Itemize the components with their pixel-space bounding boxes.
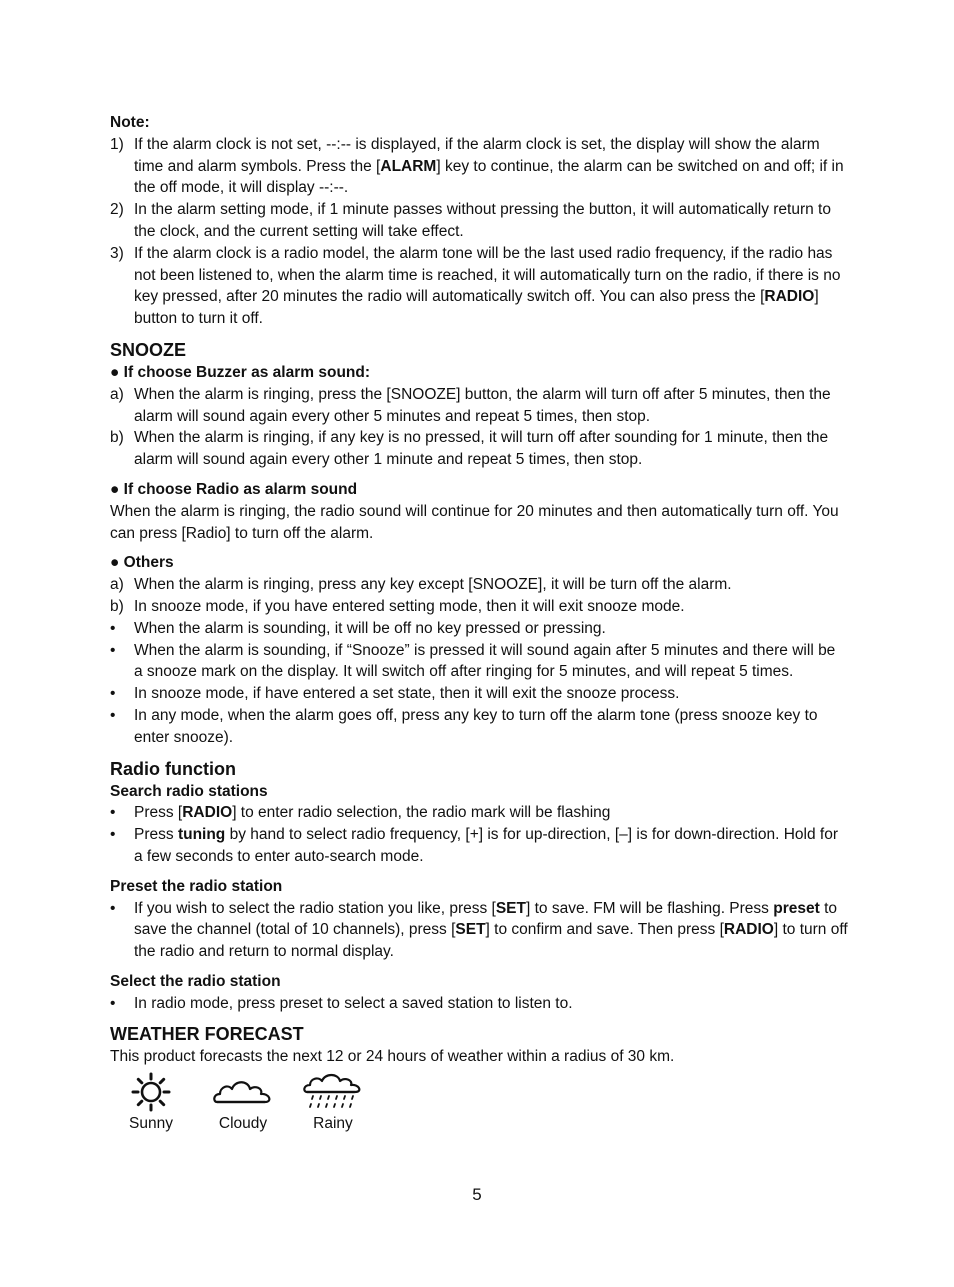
list-marker: • — [110, 804, 116, 822]
text-run: by hand to select radio frequency, [+] is for up-direction, [–] is for down-direction. Hold for a few seconds to enter auto-search mode. — [134, 826, 838, 865]
radio-function-heading: Radio function — [110, 758, 236, 779]
text-run: If the alarm clock is a radio model, the alarm tone will be the last used radio frequency, if the radio has not been listened to, when the alarm time is reached, it will automatically turn on the radio, if there is no key pressed, after 20 minutes the radio will automatically switch off. You can also press the [ — [134, 244, 841, 306]
list-item-text: When the alarm is ringing, if any key is no pressed, it will turn off after sounding for 1 minute, then the alarm will sound again every other 1 minute and repeat 5 times, then stop. — [134, 429, 829, 469]
list-item — [110, 898, 848, 963]
note-list — [110, 134, 848, 330]
list-item — [110, 199, 848, 243]
list-item-text — [134, 898, 848, 963]
list-marker: • — [110, 641, 116, 659]
text-run: Press [ — [134, 804, 183, 822]
list-marker: 1) — [110, 135, 124, 153]
list-item — [110, 427, 848, 471]
bold-term: RADIO — [182, 804, 233, 822]
list-item-text — [134, 993, 848, 1015]
weather-cloudy — [208, 1072, 278, 1134]
list-item-text: When the alarm is sounding, it will be off no key pressed or pressing. — [134, 619, 606, 637]
list-item — [110, 384, 848, 428]
list-marker: b) — [110, 597, 124, 615]
others-subheading: ● Others — [110, 554, 174, 572]
cloudy-label: Cloudy — [218, 1115, 268, 1133]
list-item-text: When the alarm is ringing, press the [SNOOZE] button, the alarm will turn off after 5 minutes, then the alarm will sound again every other 5 minutes and repeat 5 times, then stop. — [134, 385, 831, 425]
list-item — [110, 683, 848, 705]
cloud-icon — [211, 1072, 275, 1112]
note-heading: Note: — [110, 114, 150, 131]
sun-icon — [131, 1072, 171, 1112]
radio-alarm-text: When the alarm is ringing, the radio sound will continue for 20 minutes and then automatically turn off. You can press [Radio] to turn off the alarm. — [110, 502, 839, 542]
list-item-text — [134, 243, 848, 330]
text-run: In the alarm setting mode, if 1 minute passes without pressing the button, it will automatically return to the clock, and the current setting will take effect. — [134, 201, 831, 240]
select-subheading: Select the radio station — [110, 972, 281, 990]
list-marker: b) — [110, 429, 124, 447]
preset-subheading: Preset the radio station — [110, 877, 283, 895]
bold-term: preset — [773, 899, 820, 917]
list-item-text — [134, 824, 848, 868]
rain-cloud-icon — [301, 1072, 365, 1112]
text-run: ] to save. FM will be flashing. Press — [526, 899, 774, 917]
text-run: ] button to turn it off. — [134, 288, 819, 328]
bold-term: SET — [495, 899, 526, 917]
page-number: 5 — [472, 1185, 482, 1204]
list-item — [110, 802, 848, 824]
list-item-text — [134, 134, 848, 199]
text-run: If the alarm clock is not set, --:-- is displayed, if the alarm clock is set, the display will show the alarm time and alarm symbols. Press the [ — [134, 135, 820, 175]
bold-term: RADIO — [764, 288, 815, 306]
buzzer-subheading: ● If choose Buzzer as alarm sound: — [110, 363, 371, 381]
text-run: Press — [134, 826, 178, 844]
snooze-heading: SNOOZE — [110, 339, 187, 360]
list-marker: 3) — [110, 244, 124, 262]
list-marker: • — [110, 619, 116, 637]
text-run: ] to turn off the radio and return to normal display. — [134, 921, 848, 961]
select-list — [110, 993, 848, 1015]
list-item-text: In snooze mode, if have entered a set state, then it will exit the snooze process. — [134, 685, 680, 703]
others-list — [110, 574, 848, 748]
bold-term: ALARM — [380, 157, 437, 175]
radio-alarm-subheading: ● If choose Radio as alarm sound — [110, 480, 358, 498]
list-marker: 2) — [110, 201, 124, 219]
list-item-text — [134, 199, 848, 243]
list-marker: • — [110, 826, 116, 844]
list-marker: • — [110, 994, 116, 1012]
list-item — [110, 824, 848, 868]
text-run: ] to confirm and save. Then press [ — [485, 921, 724, 939]
bold-term: RADIO — [723, 921, 774, 939]
list-item-text: In any mode, when the alarm goes off, press any key to turn off the alarm tone (press snooze key to enter snooze). — [134, 706, 818, 746]
list-item — [110, 640, 848, 684]
list-item-text — [134, 802, 848, 824]
text-run: ] to enter radio selection, the radio mark will be flashing — [232, 804, 611, 822]
weather-heading: WEATHER FORECAST — [110, 1024, 304, 1045]
list-item — [110, 574, 848, 596]
list-item — [110, 705, 848, 749]
list-marker: a) — [110, 576, 124, 594]
list-marker: • — [110, 706, 116, 724]
list-item-text: In snooze mode, if you have entered setting mode, then it will exit snooze mode. — [134, 597, 685, 615]
weather-text: This product forecasts the next 12 or 24 hours of weather within a radius of 30 km. — [110, 1048, 675, 1066]
weather-icons — [120, 1072, 848, 1134]
list-marker: • — [110, 685, 116, 703]
text-run: If you wish to select the radio station you like, press [ — [134, 899, 496, 917]
rainy-label: Rainy — [313, 1115, 353, 1133]
bold-term: SET — [455, 921, 486, 939]
search-stations-subheading: Search radio stations — [110, 782, 268, 800]
weather-rainy — [298, 1072, 368, 1134]
preset-list — [110, 898, 848, 963]
manual-page — [110, 112, 848, 1134]
weather-sunny — [120, 1072, 182, 1134]
list-item — [110, 134, 848, 199]
list-marker: • — [110, 899, 116, 917]
list-item — [110, 596, 848, 618]
search-list — [110, 802, 848, 867]
bold-term: tuning — [177, 826, 226, 844]
list-marker: a) — [110, 385, 124, 403]
text-run: ] key to continue, the alarm can be switched on and off; if in the off mode, it will display --:--. — [134, 157, 844, 197]
text-run: In radio mode, press preset to select a saved station to listen to. — [134, 994, 573, 1012]
sunny-label: Sunny — [129, 1115, 173, 1133]
buzzer-list — [110, 384, 848, 471]
list-item-text: When the alarm is sounding, if “Snooze” is pressed it will sound again after 5 minutes and there will be a snooze mark on the display. It will switch off after ringing for 5 minutes, and will repeat 5 times. — [134, 641, 836, 681]
list-item — [110, 618, 848, 640]
list-item — [110, 993, 848, 1015]
list-item — [110, 243, 848, 330]
list-item-text: When the alarm is ringing, press any key except [SNOOZE], it will be turn off the alarm. — [134, 576, 732, 594]
text-run: to save the channel (total of 10 channels), press [ — [134, 899, 837, 939]
